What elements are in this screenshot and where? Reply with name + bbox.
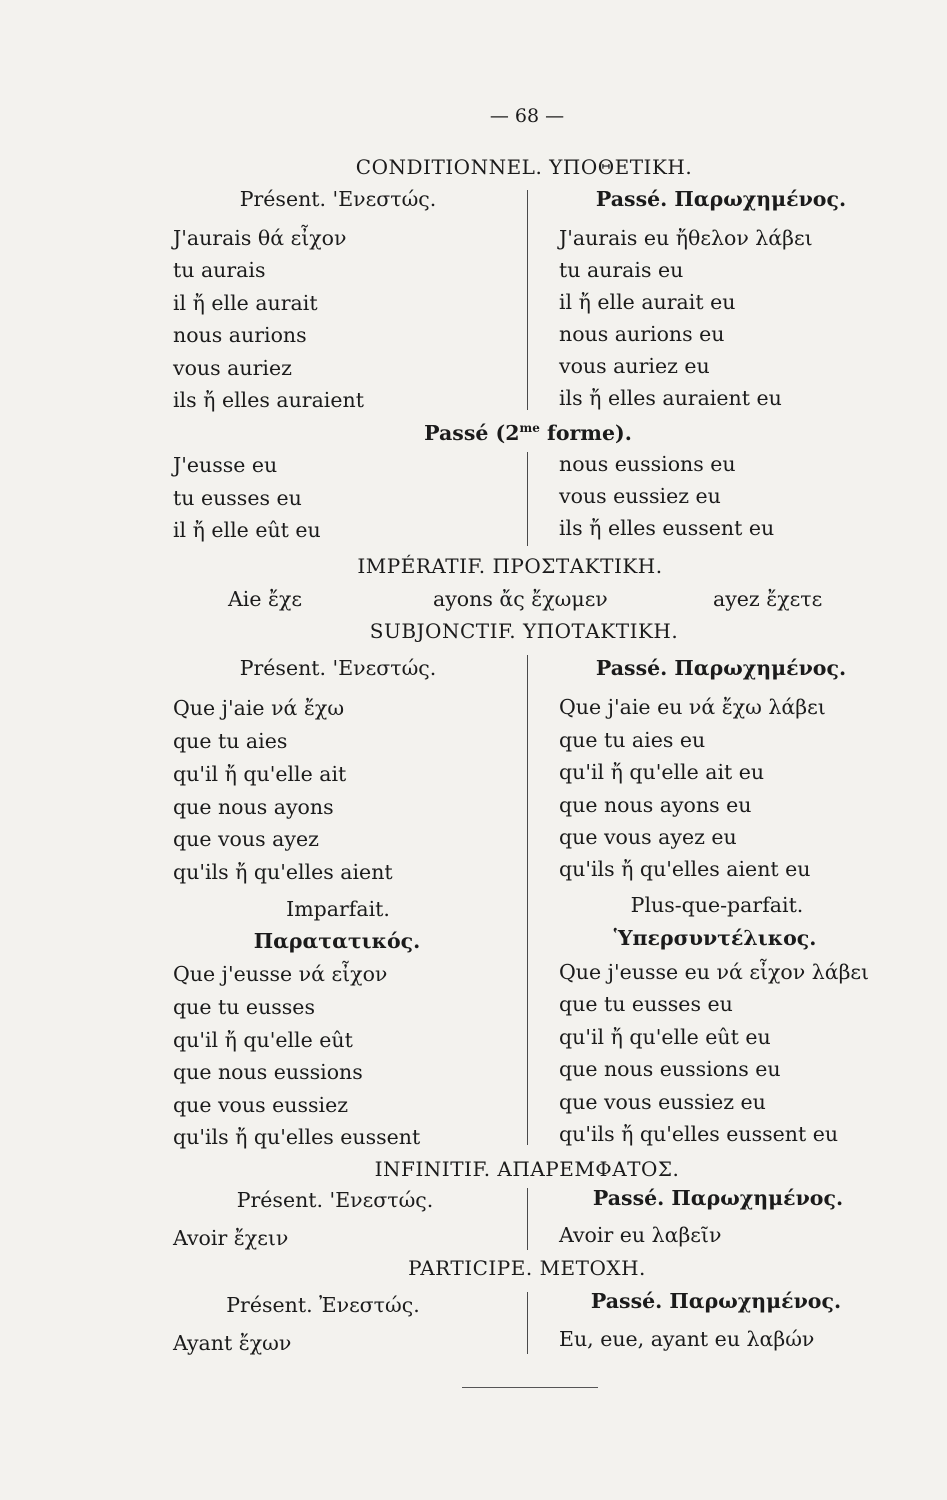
imparfait-line: Que j'eusse νά εἶχον [173, 962, 388, 986]
subj-passe-line: que tu aies eu [559, 728, 706, 752]
cond-passe-line: tu aurais eu [559, 258, 684, 282]
imperatif-form: ayez ἔχετε [713, 587, 823, 611]
imparfait-title: Imparfait. [286, 897, 390, 921]
imperatif-form: Aie ἔχε [228, 587, 303, 611]
column-divider [527, 452, 528, 546]
pqp-greek-title: Ὑπερσυντέλικος. [613, 926, 817, 950]
passe2-right-line: nous eussions eu [559, 452, 736, 476]
participe-passe: Eu, eue, ayant eu λαβών [559, 1327, 815, 1351]
subj-present-line: que vous ayez [173, 827, 319, 851]
conditionnel-present-title: Présent. 'Ενεστώς. [239, 187, 437, 211]
pqp-line: qu'il ἤ qu'elle eût eu [559, 1025, 771, 1049]
imparfait-line: que vous eussiez [173, 1093, 349, 1117]
cond-passe-line: il ἤ elle aurait eu [559, 290, 736, 314]
participe-present: Ayant ἔχων [173, 1331, 292, 1355]
passe2-left-line: tu eusses eu [173, 486, 302, 510]
subj-passe-line: que nous ayons eu [559, 793, 752, 817]
pqp-title: Plus-que-parfait. [630, 893, 804, 917]
participe-heading: PARTICIPE. ΜΕΤΟΧΗ. [408, 1256, 646, 1280]
pqp-line: que vous eussiez eu [559, 1090, 766, 1114]
passe2-right-line: vous eussiez eu [559, 484, 721, 508]
pqp-line: que nous eussions eu [559, 1057, 781, 1081]
imparfait-line: qu'il ἤ qu'elle eût [173, 1028, 353, 1052]
conditionnel-heading: CONDITIONNEL. ΥΠΟΘΕΤΙΚΗ. [355, 155, 693, 179]
pqp-line: que tu eusses eu [559, 992, 733, 1016]
subj-present-line: Que j'aie νά ἔχω [173, 696, 345, 720]
passe-2me-forme-title [424, 421, 632, 448]
infinitif-passe-title: Passé. Παρωχημένος. [592, 1186, 844, 1210]
infinitif-present: Avoir ἔχειν [173, 1226, 289, 1250]
subj-present-line: qu'il ἤ qu'elle ait [173, 762, 347, 786]
subj-passe-line: que vous ayez eu [559, 825, 737, 849]
subjonctif-heading: SUBJONCTIF. ΥΠΟΤΑΚΤΙΚΗ. [369, 619, 679, 643]
column-divider [527, 655, 528, 1145]
subjonctif-present-title: Présent. 'Ενεστώς. [239, 656, 437, 680]
imparfait-line: que nous eussions [173, 1060, 363, 1084]
participe-passe-title: Passé. Παρωχημένος. [590, 1289, 842, 1313]
cond-present-line: nous aurions [173, 323, 307, 347]
subj-present-line: qu'ils ἤ qu'elles aient [173, 860, 393, 884]
passe2-left-line: J'eusse eu [173, 453, 278, 477]
page-number: — 68 — [489, 105, 565, 127]
conditionnel-passe-title: Passé. Παρωχημένος. [595, 187, 847, 211]
closing-rule [462, 1387, 598, 1388]
cond-passe-line: ils ἤ elles auraient eu [559, 386, 782, 410]
column-divider [527, 1292, 528, 1354]
column-divider [527, 190, 528, 410]
imperatif-heading: IMPÉRATIF. ΠΡΟΣΤΑΚΤΙΚΗ. [357, 554, 663, 578]
subj-passe-line: Que j'aie eu νά ἔχω λάβει [559, 695, 826, 719]
cond-present-line: vous auriez [173, 356, 292, 380]
participe-present-title: Présent. Ἐνεστώς. [226, 1293, 420, 1317]
passe2-right-line: ils ἤ elles eussent eu [559, 516, 775, 540]
subj-passe-line: qu'ils ἤ qu'elles aient eu [559, 857, 811, 881]
imparfait-line: que tu eusses [173, 995, 315, 1019]
cond-present-line: ils ἤ elles auraient [173, 388, 364, 412]
subj-present-line: que tu aies [173, 729, 288, 753]
cond-present-line: il ἤ elle aurait [173, 291, 318, 315]
cond-present-line: J'aurais θά εἶχον [173, 226, 347, 250]
imparfait-line: qu'ils ἤ qu'elles eussent [173, 1125, 421, 1149]
passe2-left-line: il ἤ elle eût eu [173, 518, 321, 542]
infinitif-heading: INFINITIF. ΑΠΑΡΕΜΦΑΤΟΣ. [374, 1157, 680, 1181]
infinitif-present-title: Présent. 'Ενεστώς. [236, 1188, 434, 1212]
subj-present-line: que nous ayons [173, 795, 334, 819]
passe2-title-a: Passé (2 [424, 421, 520, 445]
cond-passe-line: nous aurions eu [559, 322, 725, 346]
cond-present-line: tu aurais [173, 258, 266, 282]
pqp-line: Que j'eusse eu νά εἶχον λάβει [559, 960, 870, 984]
pqp-line: qu'ils ἤ qu'elles eussent eu [559, 1122, 839, 1146]
passe2-title-sup: me [519, 421, 540, 435]
cond-passe-line: J'aurais eu ἤθελον λάβει [559, 226, 813, 250]
subj-passe-line: qu'il ἤ qu'elle ait eu [559, 760, 765, 784]
infinitif-passe: Avoir eu λαβεῖν [559, 1223, 722, 1247]
cond-passe-line: vous auriez eu [559, 354, 710, 378]
imparfait-greek-title: Παρατατικός. [253, 929, 421, 953]
subjonctif-passe-title: Passé. Παρωχημένος. [595, 656, 847, 680]
passe2-title-b: forme). [539, 421, 632, 445]
imperatif-form: ayons ἄς ἔχωμεν [433, 587, 608, 611]
column-divider [527, 1188, 528, 1250]
